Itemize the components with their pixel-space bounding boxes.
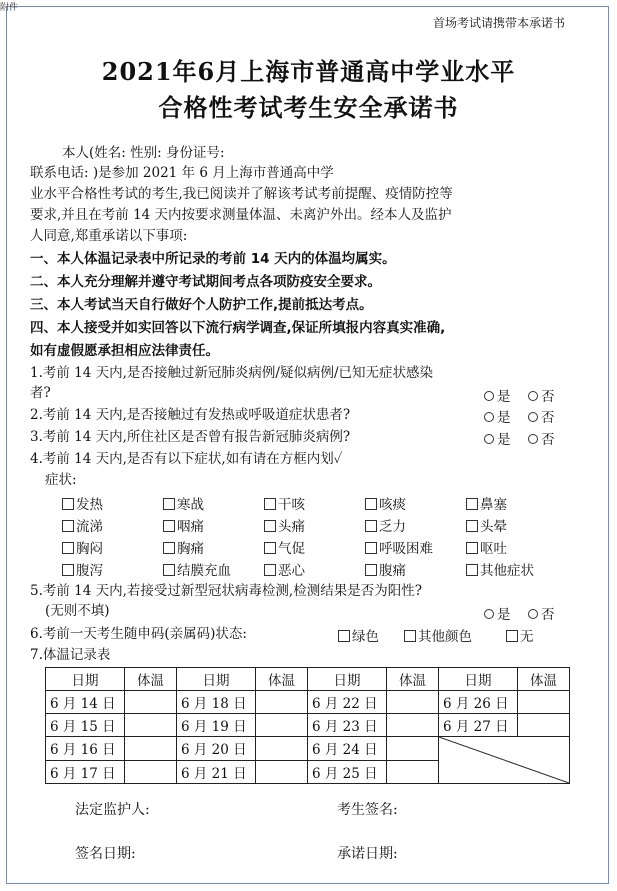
symptom-checkbox[interactable]: 腹痛: [365, 559, 406, 579]
date-cell: 6 月 24 日: [308, 737, 387, 761]
symptom-checkbox[interactable]: 恶心: [264, 559, 305, 579]
date-cell: 6 月 20 日: [177, 737, 256, 761]
question-7: 7.体温记录表: [30, 647, 111, 663]
date-cell: 6 月 26 日: [439, 691, 518, 714]
checkbox-icon: [466, 564, 478, 576]
checkbox-icon: [365, 520, 377, 532]
radio-circle-icon: [484, 609, 494, 619]
symptom-checkbox[interactable]: 结膜充血: [163, 559, 231, 579]
health-code-other-option[interactable]: 其他颜色: [404, 625, 472, 645]
temperature-cell[interactable]: [256, 691, 308, 714]
checkbox-icon: [163, 564, 175, 576]
student-signature-label: 考生签名:: [337, 802, 398, 818]
checkbox-icon: [264, 498, 276, 510]
checkbox-icon: [264, 542, 276, 554]
temperature-cell[interactable]: [125, 760, 177, 784]
pledge-1: 一、本人体温记录表中所记录的考前 14 天内的体温均属实。: [30, 251, 396, 267]
pledge-date-label: 承诺日期:: [337, 846, 398, 862]
checkbox-icon: [62, 498, 74, 510]
checkbox-icon: [404, 630, 416, 642]
checkbox-icon: [466, 498, 478, 510]
temp-header: 体温: [387, 668, 439, 691]
checkbox-icon: [62, 564, 74, 576]
radio-circle-icon: [484, 391, 494, 401]
table-row: [46, 691, 570, 714]
radio-circle-icon: [484, 434, 494, 444]
symptom-checkbox[interactable]: 咳痰: [365, 493, 406, 513]
symptom-checkbox[interactable]: 腹泻: [62, 559, 103, 579]
temperature-cell[interactable]: [125, 737, 177, 761]
temperature-cell[interactable]: [256, 714, 308, 737]
q5-no-option[interactable]: 否: [528, 603, 555, 623]
checkbox-icon: [466, 520, 478, 532]
symptom-checkbox[interactable]: 胸痛: [163, 537, 204, 557]
temperature-cell[interactable]: [387, 760, 439, 784]
date-cell: 6 月 17 日: [46, 760, 125, 784]
question-5-line-2: (无则不填): [45, 603, 110, 619]
temp-header: 体温: [256, 668, 308, 691]
symptom-checkbox[interactable]: 流涕: [62, 515, 103, 535]
q3-yes-option[interactable]: 是: [484, 428, 511, 448]
question-3: 3.考前 14 天内,所住社区是否曾有报告新冠肺炎病例?: [30, 429, 351, 445]
q2-yes-option[interactable]: 是: [484, 406, 511, 426]
pledge-3: 三、本人考试当天自行做好个人防护工作,提前抵达考点。: [30, 297, 373, 313]
checkbox-icon: [62, 542, 74, 554]
symptom-checkbox[interactable]: 干咳: [264, 493, 305, 513]
title-line-1: 2021年6月上海市普通高中学业水平: [101, 57, 516, 86]
symptom-checkbox[interactable]: 气促: [264, 537, 305, 557]
symptom-checkbox[interactable]: 头晕: [466, 515, 507, 535]
radio-circle-icon: [528, 434, 538, 444]
checkbox-icon: [163, 542, 175, 554]
date-cell: 6 月 14 日: [46, 691, 125, 714]
intro-line-4: 要求,并且在考前 14 天内按要求测量体温、未离沪外出。经本人及监护: [30, 207, 452, 223]
date-cell: 6 月 25 日: [308, 760, 387, 784]
symptom-checkbox[interactable]: 头痛: [264, 515, 305, 535]
pledge-4: 四、本人接受并如实回答以下流行病学调查,保证所填报内容真实准确,: [30, 320, 446, 336]
table-row: [46, 714, 570, 737]
question-1-line-2: 者?: [30, 385, 51, 401]
symptom-checkbox[interactable]: 发热: [62, 493, 103, 513]
table-row: [46, 737, 570, 761]
symptom-checkbox[interactable]: 咽痛: [163, 515, 204, 535]
date-header: 日期: [177, 668, 256, 691]
date-cell: 6 月 21 日: [177, 760, 256, 784]
radio-circle-icon: [484, 412, 494, 422]
temperature-cell[interactable]: [387, 737, 439, 761]
radio-circle-icon: [528, 391, 538, 401]
radio-circle-icon: [528, 412, 538, 422]
checkbox-icon: [264, 520, 276, 532]
date-cell: 6 月 23 日: [308, 714, 387, 737]
symptom-checkbox[interactable]: 寒战: [163, 493, 204, 513]
symptom-checkbox[interactable]: 胸闷: [62, 537, 103, 557]
intro-line-1: 本人(姓名: 性别: 身份证号:: [62, 145, 225, 161]
header-note: 首场考试请携带本承诺书: [432, 16, 565, 30]
q2-no-option[interactable]: 否: [528, 406, 555, 426]
date-cell: 6 月 27 日: [439, 714, 518, 737]
temperature-cell[interactable]: [125, 714, 177, 737]
date-cell: 6 月 19 日: [177, 714, 256, 737]
symptom-checkbox[interactable]: 乏力: [365, 515, 406, 535]
diagonal-line: [439, 737, 569, 783]
checkbox-icon: [365, 542, 377, 554]
temperature-cell[interactable]: [387, 691, 439, 714]
question-5-line-1: 5.考前 14 天内,若接受过新型冠状病毒检测,检测结果是否为阳性?: [30, 583, 422, 599]
temperature-cell[interactable]: [256, 760, 308, 784]
corner-label: 附件: [0, 3, 19, 13]
temperature-cell[interactable]: [518, 714, 570, 737]
checkbox-icon: [163, 498, 175, 510]
pledge-5: 如有虚假愿承担相应法律责任。: [30, 343, 219, 359]
date-header: 日期: [46, 668, 125, 691]
temperature-cell[interactable]: [387, 714, 439, 737]
question-2: 2.考前 14 天内,是否接触过有发热或呼吸道症状患者?: [30, 407, 351, 423]
date-cell: 6 月 16 日: [46, 737, 125, 761]
temperature-record-table: [45, 667, 570, 784]
title-line-2: 合格性考试考生安全承诺书: [158, 93, 459, 122]
question-4-line-1: 4.考前 14 天内,是否有以下症状,如有请在方框内划✓: [30, 451, 343, 467]
checkbox-icon: [163, 520, 175, 532]
guardian-signature-label: 法定监护人:: [75, 802, 150, 818]
q3-no-option[interactable]: 否: [528, 428, 555, 448]
checkbox-icon: [466, 542, 478, 554]
temperature-cell[interactable]: [256, 737, 308, 761]
intro-line-3: 业水平合格性考试的考生,我已阅读并了解该考试考前提醒、疫情防控等: [30, 186, 453, 202]
question-6: 6.考前一天考生随申码(亲属码)状态:: [30, 626, 247, 642]
q1-no-option[interactable]: 否: [528, 385, 555, 405]
table-header-row: [46, 668, 570, 691]
question-1-line-1: 1.考前 14 天内,是否接触过新冠肺炎病例/疑似病例/已知无症状感染: [30, 365, 434, 381]
date-header: 日期: [439, 668, 518, 691]
date-cell: 6 月 22 日: [308, 691, 387, 714]
temp-header: 体温: [125, 668, 177, 691]
symptom-checkbox[interactable]: 鼻塞: [466, 493, 507, 513]
checkbox-icon: [338, 630, 350, 642]
date-header: 日期: [308, 668, 387, 691]
date-cell: 6 月 15 日: [46, 714, 125, 737]
checkbox-icon: [264, 564, 276, 576]
diagonal-blank-cell: [439, 737, 570, 784]
temperature-cell[interactable]: [125, 691, 177, 714]
temp-header: 体温: [518, 668, 570, 691]
date-cell: 6 月 18 日: [177, 691, 256, 714]
intro-line-2: 联系电话: )是参加 2021 年 6 月上海市普通高中学: [30, 165, 334, 181]
checkbox-icon: [365, 498, 377, 510]
checkbox-icon: [506, 630, 518, 642]
pledge-2: 二、本人充分理解并遵守考试期间考点各项防疫安全要求。: [30, 274, 381, 290]
health-code-none-option[interactable]: 无: [506, 625, 534, 645]
health-code-green-option[interactable]: 绿色: [338, 625, 379, 645]
symptom-checkbox[interactable]: 其他症状: [466, 559, 534, 579]
symptom-checkbox[interactable]: 呕吐: [466, 537, 507, 557]
radio-circle-icon: [528, 609, 538, 619]
sign-date-label: 签名日期:: [75, 846, 136, 862]
symptom-checkbox[interactable]: 呼吸困难: [365, 537, 433, 557]
temperature-cell[interactable]: [518, 691, 570, 714]
question-4-line-2: 症状:: [45, 472, 77, 488]
checkbox-icon: [62, 520, 74, 532]
intro-line-5: 人同意,郑重承诺以下事项:: [30, 228, 188, 244]
checkbox-icon: [365, 564, 377, 576]
q1-yes-option[interactable]: 是: [484, 385, 511, 405]
q5-yes-option[interactable]: 是: [484, 603, 511, 623]
